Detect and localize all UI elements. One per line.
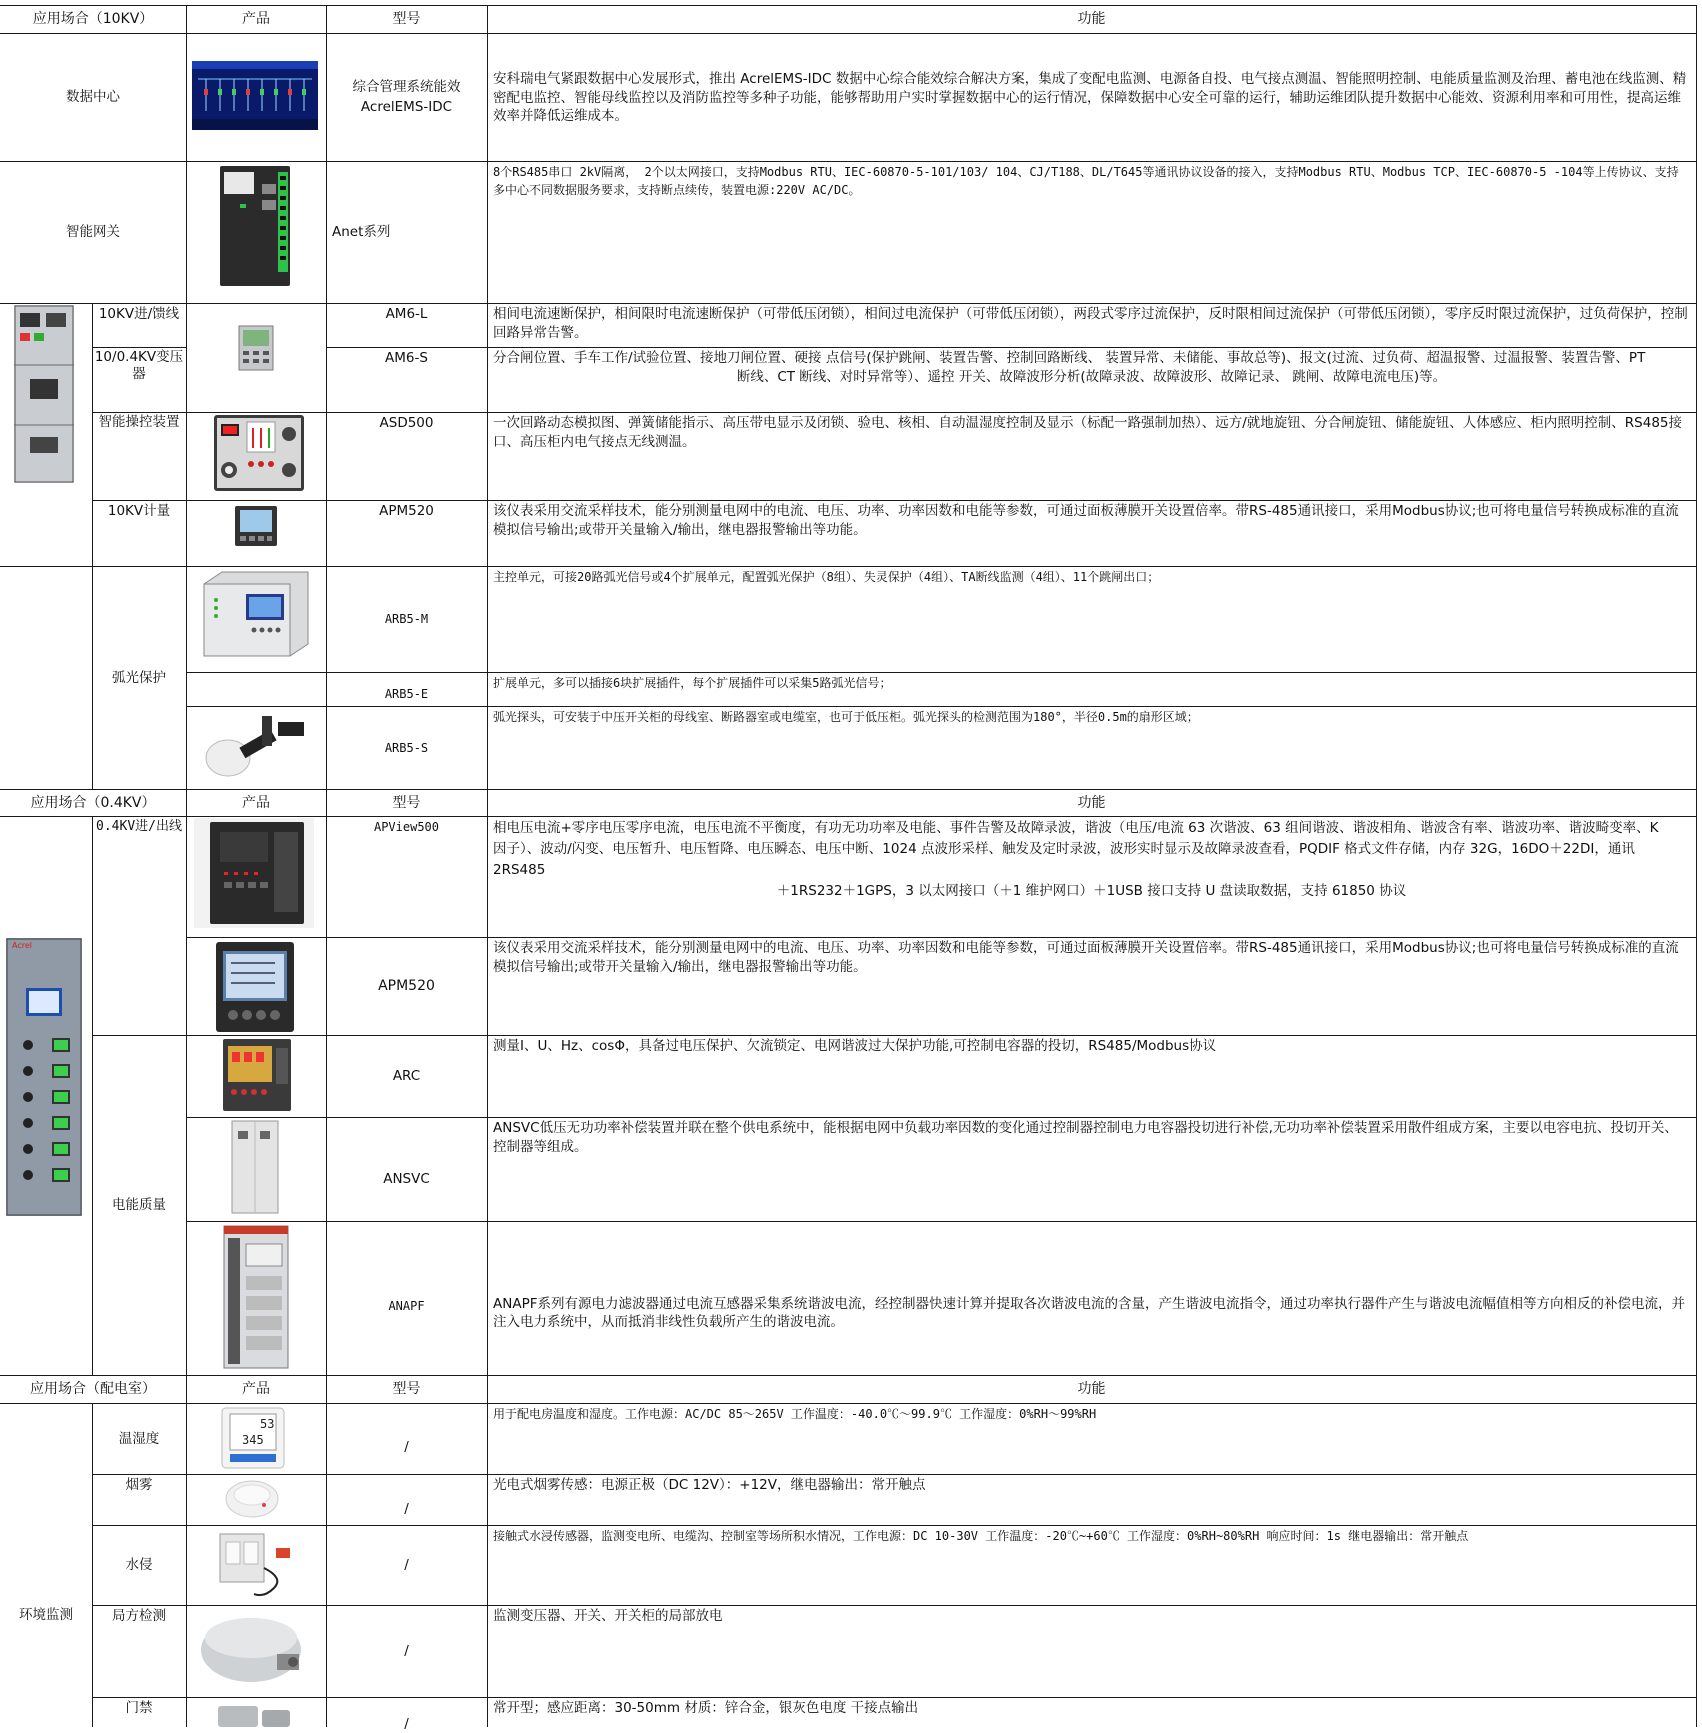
gateway-device-image <box>218 164 292 288</box>
model-water: / <box>404 1557 409 1573</box>
function-transformer-line2: 断线、CT 断线、对时异常等）、遥控 开关、故障波形分析(故障录波、故障波形、故障记录、 跳闸、故障电流电压)等。 <box>736 368 1447 385</box>
scene-power-quality: 电能质量 <box>112 1197 166 1213</box>
function-arc-ext: 扩展单元，多可以插接6块扩展插件，每个扩展插件可以采集5路弧光信号； <box>493 676 892 690</box>
env-access-control: 门禁 <box>125 1700 153 1716</box>
function-transformer <box>487 347 1696 412</box>
model-datacenter: 综合管理系统能效 AcrelEMS-IDC <box>352 79 461 115</box>
partial-discharge-sensor-image <box>195 1608 315 1688</box>
model-ansvc: ANSVC <box>383 1171 430 1187</box>
ems-screenshot-image <box>192 61 318 130</box>
env-smoke: 烟雾 <box>125 1477 153 1493</box>
function-arc-controller: 测量I、U、Hz、cosΦ，具备过电压保护、欠流锁定、电网谐波过大保护功能,可控制电容器的投切，RS485/Modbus协议 <box>493 1038 1217 1054</box>
function-datacenter: 安科瑞电气紧跟数据中心发展形式，推出 AcrelEMS-IDC 数据中心综合能效综合解决方案，集成了变配电监测、电源备自投、电气接点测温、智能照明控制、电能质量监测及治理、蓄电池在线监测、精密配电监控、智能母线监控以及消防监控等多种子功能，能够帮助用户实时掌握数据中心的运行情况，保障数据中心安全可靠的运行，辅助运维团队提升数据中心能效、资源利用率和可用性，提高运维效率并降低运维成本。 <box>493 71 1687 125</box>
hv-switchgear-image <box>14 305 74 483</box>
smoke-sensor-image <box>224 1477 280 1521</box>
header-model: 型号 <box>392 794 421 811</box>
water-sensor-image <box>214 1528 298 1602</box>
header-model: 型号 <box>392 1381 421 1397</box>
function-arc-sensor: 弧光探头，可安装于中压开关柜的母线室、断路器室或电缆室，也可于低压柜。弧光探头的检测范围为180°，半径0.5m的扇形区域； <box>493 710 1199 724</box>
header-function: 功能 <box>1077 1381 1106 1397</box>
scene-transformer: 10/0.4KV变压器 <box>94 349 184 382</box>
function-access-control: 常开型；感应距离：30-50mm 材质：锌合金，银灰色电度 干接点输出 <box>493 1700 919 1716</box>
scene-feeder: 10KV进/馈线 <box>98 306 180 322</box>
apview-device-image <box>194 818 314 928</box>
operator-device-image <box>213 414 305 492</box>
function-apview-line1: 相电压电流+零序电压零序电流，电压电流不平衡度，有功无功功率及电能、事件告警及故障录波，谐波（电压/电流 63 次谐波、63 组间谐波、谐波相角、谐波含有率、谐波功率、谐波畸变率、K <box>493 820 1659 836</box>
model-apm520: APM520 <box>378 978 435 994</box>
model-access-control: / <box>404 1716 409 1732</box>
scene-env: 环境监测 <box>19 1607 73 1623</box>
scene-gateway: 智能网关 <box>66 224 120 240</box>
function-operator: 一次回路动态模拟图、弹簧储能指示、高压带电显示及闭锁、验电、核相、自动温湿度控制及显示（标配一路强制加热）、远方/就地旋钮、分合闸旋钮、储能旋钮、人体感应、柜内照明控制、RS485接口、高压柜内电气接点无线测温。 <box>493 415 1683 450</box>
header-function: 功能 <box>1077 11 1106 27</box>
scene-datacenter: 数据中心 <box>66 89 120 105</box>
model-arc-ext: ARB5-E <box>384 687 429 701</box>
header-scene-room: 应用场合（配电室） <box>30 1381 156 1397</box>
model-partial-discharge: / <box>404 1643 409 1659</box>
model-arc-sensor: ARB5-S <box>384 740 429 755</box>
function-apview-line2: 因子）、波动/闪变、电压暂升、电压暂降、电压瞬态、电压中断、1024 点波形采样、触发及定时录波，波形实时显示及故障录波查看，PQDIF 格式文件存储，内存 32G，16DO＋22DI，通讯 2RS485 <box>493 841 1635 878</box>
scene-lv-feeder: 0.4KV进/出线 <box>96 819 182 834</box>
function-smoke: 光电式烟雾传感：电源正极（DC 12V）：+12V，继电器输出：常开触点 <box>493 1477 926 1493</box>
function-apview-line3: ＋1RS232＋1GPS，3 以太网接口（＋1 维护网口）＋1USB 接口支持 U 盘读取数据，支持 61850 协议 <box>776 883 1407 899</box>
model-feeder: AM6-L <box>385 306 428 322</box>
arc-main-unit-image <box>202 570 310 658</box>
function-feeder: 相间电流速断保护，相间限时电流速断保护（可带低压闭锁），相间过电流保护（可带低压闭锁），两段式零序过流保护，反时限相间过流保护（可带低压闭锁），零序反时限过流保护，过负荷保护，控制回路异常告警。 <box>493 306 1688 341</box>
header-function: 功能 <box>1077 794 1106 811</box>
function-apm520: 该仪表采用交流采样技术，能分别测量电网中的电流、电压、功率、功率因数和电能等参数，可通过面板薄膜开关设置倍率。带RS-485通讯接口，采用Modbus协议;也可将电量信号转换成标准的直流模拟信号输出;或带开关量输入/输出，继电器报警输出等功能。 <box>493 940 1679 975</box>
scene-metering: 10KV计量 <box>107 503 171 519</box>
model-anapf: ANAPF <box>388 1299 425 1313</box>
function-partial-discharge: 监测变压器、开关、开关柜的局部放电 <box>493 1608 723 1624</box>
humidity-display: 345 <box>242 1433 264 1447</box>
env-temp-humidity: 温湿度 <box>118 1430 160 1447</box>
anapf-cabinet-image <box>222 1224 290 1370</box>
env-water: 水侵 <box>125 1557 153 1573</box>
power-meter-image <box>234 505 278 547</box>
header-product: 产品 <box>242 794 270 811</box>
header-scene-04kv: 应用场合（0.4KV） <box>30 794 156 811</box>
protection-relay-image <box>238 325 274 371</box>
ansvc-cabinet-image <box>230 1119 280 1215</box>
arc-controller-image <box>222 1038 292 1112</box>
brand-logo: Acrel <box>12 941 32 950</box>
function-anapf: ANAPF系列有源电力滤波器通过电流互感器采集系统谐波电流，经控制器快速计算并提取各次谐波电流的含量，产生谐波电流指令，通过功率执行器件产生与谐波电流幅值相等方向相反的补偿电流，并注入电力系统中，从而抵消非线性负载所产生的谐波电流。 <box>493 1295 1685 1330</box>
model-smoke: / <box>404 1500 409 1517</box>
header-scene-10kv: 应用场合（10KV） <box>32 11 154 27</box>
thermo-hygrometer-image <box>220 1406 286 1470</box>
function-arc-main: 主控单元，可接20路弧光信号或4个扩展单元，配置弧光保护（8组）、失灵保护（4组）、TA断线监测（4组）、11个跳闸出口； <box>493 570 1160 584</box>
header-model: 型号 <box>392 11 421 27</box>
lv-switchgear-image <box>6 938 82 1216</box>
function-transformer-line1: 分合闸位置、手车工作/试验位置、接地刀闸位置、硬接 点信号(保护跳闸、装置告警、控制回路断线、 装置异常、未储能、事故总等)、报文(过流、过负荷、超温报警、过温报警、装置告警、PT <box>493 350 1646 366</box>
model-transformer: AM6-S <box>385 350 428 366</box>
function-ansvc: ANSVC低压无功功率补偿装置并联在整个供电系统中，能根据电网中负载功率因数的变化通过控制器控制电力电容器投切进行补偿,无功功率补偿装置采用散件组成方案，主要以电容电抗、投切开关、控制器等组成。 <box>493 1120 1678 1155</box>
model-arc-controller: ARC <box>392 1068 421 1084</box>
model-gateway: Anet系列 <box>332 224 391 240</box>
env-partial-discharge: 局方检测 <box>112 1608 166 1624</box>
model-operator: ASD500 <box>379 415 434 431</box>
apm-device-image <box>215 941 295 1033</box>
function-apview <box>487 816 1696 937</box>
header-product: 产品 <box>242 11 270 27</box>
model-temp-humidity: / <box>404 1438 409 1455</box>
scene-arc: 弧光保护 <box>112 669 166 686</box>
model-metering: APM520 <box>379 503 434 519</box>
door-sensor-image <box>212 1700 296 1727</box>
function-water: 接触式水浸传感器，监测变电所、电缆沟、控制室等场所积水情况，工作电源：DC 10-30V 工作温度：-20℃~+60℃ 工作湿度：0%RH~80%RH 响应时间：1s 继电器输出：常开触点 <box>493 1529 1469 1543</box>
temperature-display: 53 <box>260 1417 275 1431</box>
arc-sensor-image <box>200 708 308 786</box>
header-product: 产品 <box>242 1381 270 1397</box>
function-gateway: 8个RS485串口 2kV隔离， 2个以太网接口，支持Modbus RTU、IEC-60870-5-101/103/ 104、CJ/T188、DL/T645等通讯协议设备的接入，支持Modbus RTU、Modbus TCP、IEC-60870-5 -104等上传协议、支持多中心不同数据服务要求，支持断点续传，装置电源:220V AC/DC。 <box>493 165 1679 197</box>
function-temp-humidity: 用于配电房温度和湿度。工作电源：AC/DC 85～265V 工作温度：-40.0℃～99.9℃ 工作湿度：0%RH～99%RH <box>493 1407 1097 1421</box>
function-metering: 该仪表采用交流采样技术，能分别测量电网中的电流、电压、功率、功率因数和电能等参数，可通过面板薄膜开关设置倍率。带RS-485通讯接口，采用Modbus协议;也可将电量信号转换成标准的直流模拟信号输出;或带开关量输入/输出，继电器报警输出等功能。 <box>493 503 1679 538</box>
scene-operator: 智能操控装置 <box>98 414 180 430</box>
model-arc-main: ARB5-M <box>384 612 429 626</box>
model-apview: APView500 <box>373 820 440 834</box>
